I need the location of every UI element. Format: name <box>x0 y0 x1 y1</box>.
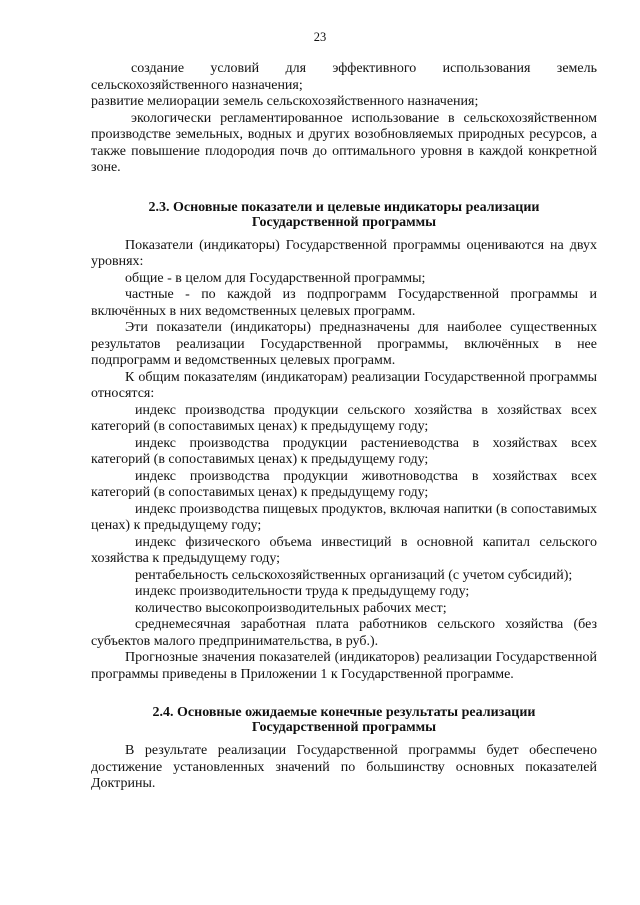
section-2-3-paragraph-1: Показатели (индикаторы) Государственной программы оцениваются на двух уровнях: <box>91 237 597 269</box>
page-number: 23 <box>313 30 327 44</box>
page-content <box>91 61 597 793</box>
indicator-item-5: индекс физического объема инвестиций в основной капитал сельского хозяйства к предыдущему году; <box>91 534 597 566</box>
section-2-3-closing-paragraph: Прогнозные значения показателей (индикаторов) реализации Государственной программы приведены в Приложении 1 к Государственной программе. <box>91 650 597 682</box>
section-2-3-paragraph-4: Эти показатели (индикаторы) предназначены для наиболее существенных результатов реализации Государственной программы, включённых в нее подпрограмм и ведомственных целевых программ. <box>91 320 597 368</box>
section-2-3-heading-line1: 2.3. Основные показатели и целевые индикаторы реализации <box>148 199 540 215</box>
section-2-3-paragraph-3: частные - по каждой из подпрограмм Государственной программы и включённых в них ведомственных целевых программ. <box>91 287 597 319</box>
indicator-item-9: среднемесячная заработная плата работников сельского хозяйства (без субъектов малого предпринимательства, в руб.). <box>91 617 597 649</box>
indicator-item-2: индекс производства продукции растениеводства в хозяйствах всех категорий (в сопоставимых ценах) к предыдущему году; <box>91 435 597 467</box>
intro-paragraph-1: создание условий для эффективного использования земель сельскохозяйственного назначения; <box>91 61 597 93</box>
indicator-item-3: индекс производства продукции животноводства в хозяйствах всех категорий (в сопоставимых ценах) к предыдущему году; <box>91 468 597 500</box>
section-2-4-paragraph: В результате реализации Государственной программы будет обеспечено достижение установленных значений по большинству основных показателей Доктрины. <box>91 743 597 791</box>
section-2-3-heading <box>91 200 597 230</box>
indicator-item-8: количество высокопроизводительных рабочих мест; <box>135 600 447 616</box>
indicator-item-6: рентабельность сельскохозяйственных организаций (с учетом субсидий); <box>135 567 573 583</box>
intro-paragraph-2: развитие мелиорации земель сельскохозяйственного назначения; <box>91 94 479 109</box>
section-2-3-paragraph-5: К общим показателям (индикаторам) реализации Государственной программы относятся: <box>91 369 597 401</box>
intro-paragraph-3: экологически регламентированное использование в сельскохозяйственном производстве земельных, водных и других возобновляемых природных ресурсов, а также повышение плодородия почв до оптимального уровня в каждой конкретной зоне. <box>91 110 597 175</box>
indicator-item-1: индекс производства продукции сельского хозяйства в хозяйствах всех категорий (в сопоставимых ценах) к предыдущему году; <box>91 402 597 434</box>
indicator-item-7: индекс производительности труда к предыдущему году; <box>135 584 470 599</box>
section-2-4-heading-line2: Государственной программы <box>251 720 437 735</box>
section-2-4-heading-line1: 2.4. Основные ожидаемые конечные результаты реализации <box>152 705 536 720</box>
indicator-item-4: индекс производства пищевых продуктов, включая напитки (в сопоставимых ценах) к предыдущему году; <box>91 501 597 533</box>
section-2-3-heading-line2: Государственной программы <box>251 214 437 230</box>
section-2-3-paragraph-2: общие - в целом для Государственной программы; <box>125 270 426 286</box>
section-2-4-heading <box>91 705 597 735</box>
